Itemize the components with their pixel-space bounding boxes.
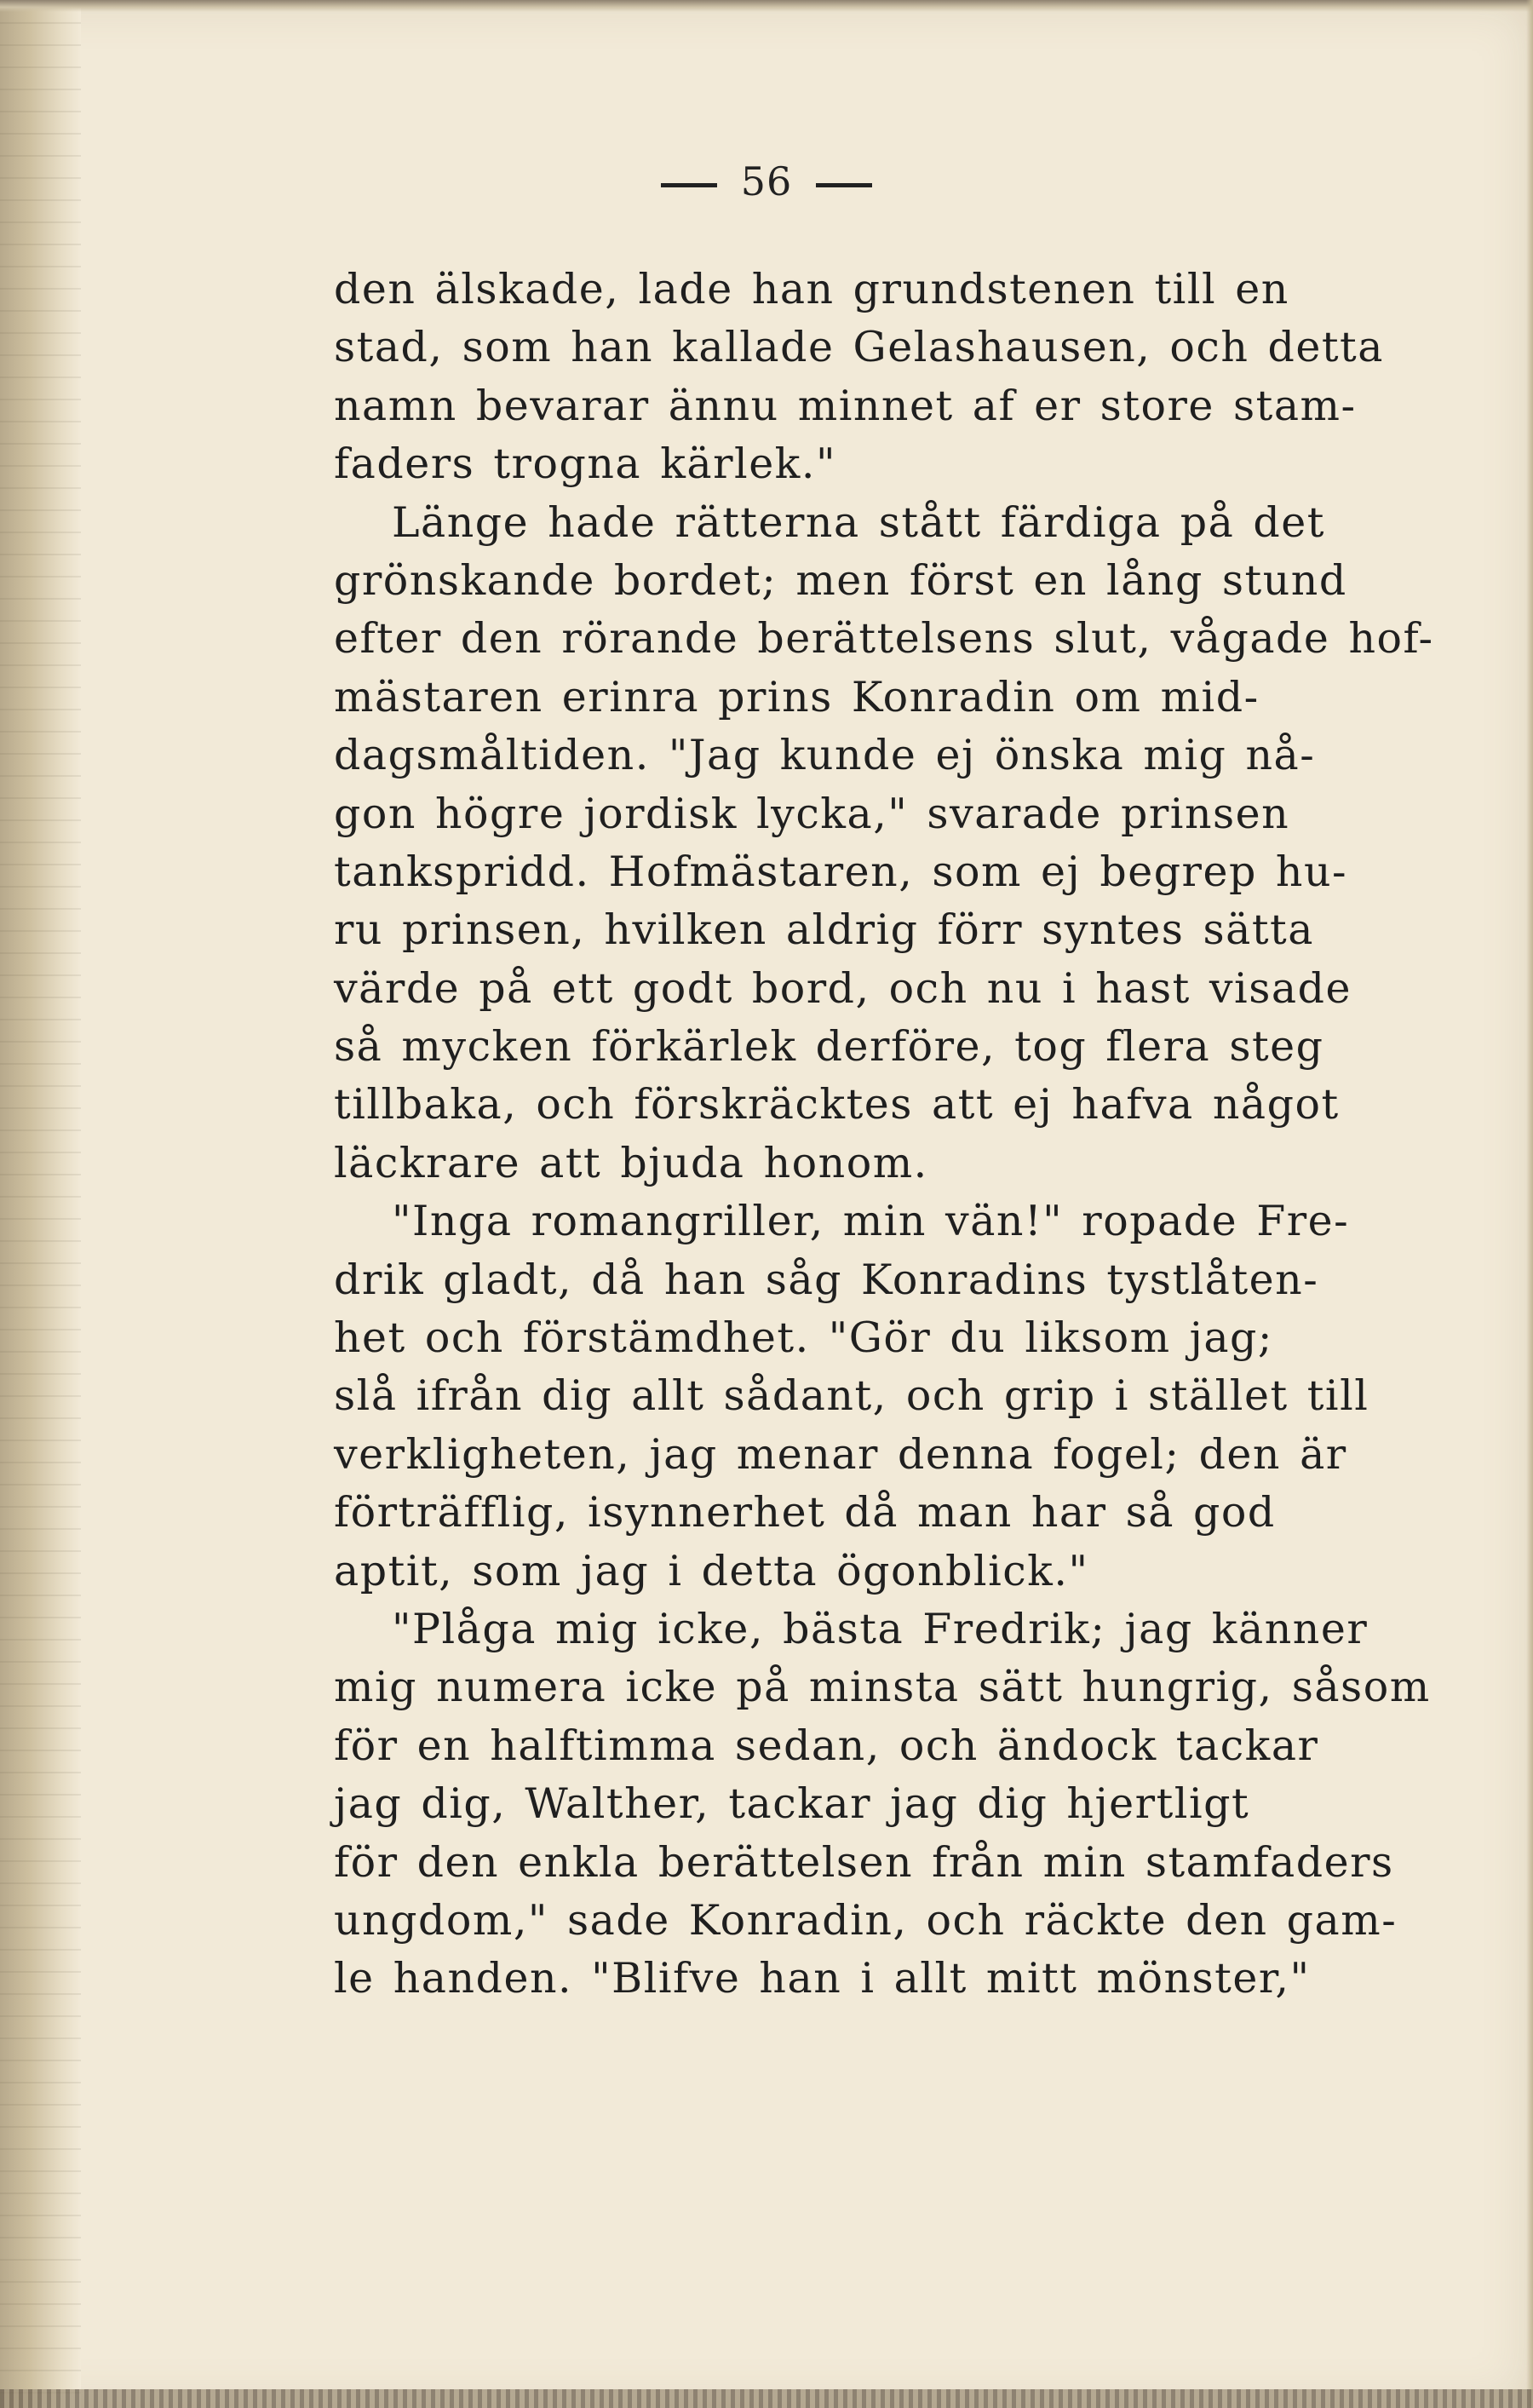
- text-line: jag dig, Walther, tackar jag dig hjertligt: [334, 1779, 1250, 1829]
- bottom-edge: [0, 2389, 1533, 2408]
- text-line: ungdom," sade Konradin, och räckte den gam-: [334, 1895, 1398, 1945]
- text-line: så mycken förkärlek derföre, tog flera steg: [334, 1022, 1324, 1072]
- gutter-texture: [0, 0, 81, 2408]
- top-edge: [0, 0, 1533, 12]
- text-line: stad, som han kallade Gelashausen, och detta: [334, 323, 1384, 372]
- text-line: slå ifrån dig allt sådant, och grip i stället till: [334, 1371, 1369, 1421]
- text-line: tankspridd. Hofmästaren, som ej begrep hu-: [334, 847, 1348, 896]
- text-line: mig numera icke på minsta sätt hungrig, såsom: [334, 1663, 1431, 1712]
- text-line: tillbaka, och förskräcktes att ej hafva något: [334, 1080, 1340, 1129]
- text-line: aptit, som jag i detta ögonblick.": [334, 1546, 1089, 1595]
- page-header: [0, 158, 1533, 204]
- text-line: faders trogna kärlek.": [334, 440, 836, 489]
- text-line: dagsmåltiden. "Jag kunde ej önska mig nå-: [334, 731, 1316, 780]
- page-number: 56: [740, 158, 793, 204]
- text-line: efter den rörande berättelsens slut, vågade hof-: [334, 614, 1434, 664]
- text-line: för den enkla berättelsen från min stamfaders: [334, 1837, 1394, 1887]
- right-edge: [1526, 0, 1533, 2408]
- text-line: "Plåga mig icke, bästa Fredrik; jag känner: [392, 1604, 1369, 1653]
- body-text: [334, 261, 1433, 2009]
- text-line: Länge hade rätterna stått färdiga på det: [392, 497, 1325, 547]
- text-line: läckrare att bjuda honom.: [334, 1138, 928, 1187]
- text-line: förträfflig, isynnerhet då man har så god: [334, 1488, 1276, 1537]
- text-line: namn bevarar ännu minnet af er store stam-: [334, 381, 1357, 430]
- text-line: mästaren erinra prins Konradin om mid-: [334, 672, 1260, 721]
- text-line: den älskade, lade han grundstenen till en: [334, 265, 1289, 313]
- text-line: för en halftimma sedan, och ändock tackar: [334, 1721, 1319, 1770]
- text-line: grönskande bordet; men först en lång stund: [334, 555, 1347, 605]
- text-line: "Inga romangriller, min vän!" ropade Fre-: [392, 1197, 1350, 1246]
- text-line: gon högre jordisk lycka," svarade prinsen: [334, 789, 1290, 838]
- header-dash-right: [816, 183, 872, 187]
- text-line: värde på ett godt bord, och nu i hast visade: [334, 963, 1352, 1013]
- text-line: le handen. "Blifve han i allt mitt mönster,": [334, 1954, 1311, 2003]
- text-line: ru prinsen, hvilken aldrig förr syntes sätta: [334, 905, 1314, 955]
- header-dash-left: [661, 183, 717, 187]
- text-line: het och förstämdhet. "Gör du liksom jag;: [334, 1313, 1273, 1363]
- text-line: verkligheten, jag menar denna fogel; den är: [334, 1429, 1347, 1479]
- text-line: drik gladt, då han såg Konradins tystlåten-: [334, 1255, 1319, 1304]
